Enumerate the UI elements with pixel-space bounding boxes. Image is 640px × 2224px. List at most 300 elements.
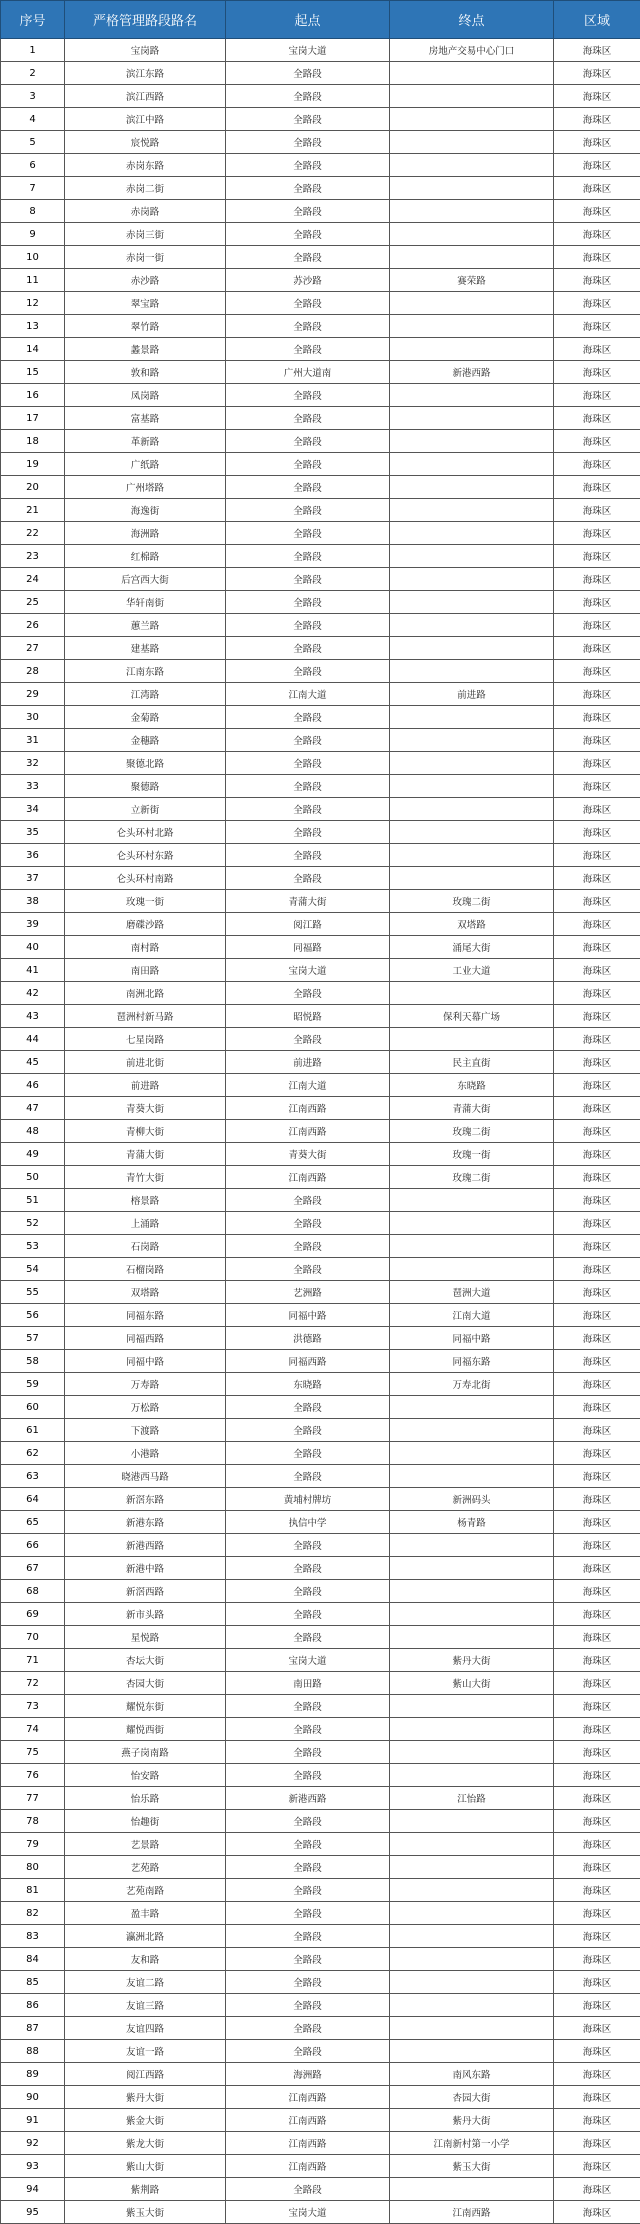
cell-start-point: 全路段 [226, 246, 390, 269]
cell-end-point: 赛荣路 [390, 269, 554, 292]
cell-start-point: 全路段 [226, 798, 390, 821]
cell-road-name: 新市头路 [65, 1603, 226, 1626]
cell-start-point: 艺洲路 [226, 1281, 390, 1304]
cell-road-name: 南村路 [65, 936, 226, 959]
cell-district: 海珠区 [554, 844, 640, 867]
cell-district: 海珠区 [554, 1097, 640, 1120]
cell-start-point: 全路段 [226, 1764, 390, 1787]
cell-index: 31 [1, 729, 65, 752]
cell-index: 3 [1, 85, 65, 108]
table-row [1, 1373, 640, 1396]
cell-district: 海珠区 [554, 775, 640, 798]
cell-end-point [390, 2017, 554, 2040]
cell-start-point: 全路段 [226, 1718, 390, 1741]
table-row [1, 637, 640, 660]
cell-end-point [390, 1764, 554, 1787]
cell-district: 海珠区 [554, 1810, 640, 1833]
cell-district: 海珠区 [554, 1948, 640, 1971]
cell-end-point [390, 752, 554, 775]
cell-road-name: 同福中路 [65, 1350, 226, 1373]
cell-end-point [390, 982, 554, 1005]
cell-road-name: 青蒲大街 [65, 1143, 226, 1166]
cell-index: 75 [1, 1741, 65, 1764]
cell-index: 91 [1, 2109, 65, 2132]
cell-end-point [390, 1626, 554, 1649]
header-district: 区域 [554, 1, 640, 39]
cell-district: 海珠区 [554, 1074, 640, 1097]
cell-end-point [390, 637, 554, 660]
cell-start-point: 全路段 [226, 1258, 390, 1281]
cell-index: 9 [1, 223, 65, 246]
cell-district: 海珠区 [554, 1028, 640, 1051]
cell-start-point: 江南大道 [226, 683, 390, 706]
cell-start-point: 全路段 [226, 85, 390, 108]
cell-end-point: 前进路 [390, 683, 554, 706]
cell-start-point: 全路段 [226, 706, 390, 729]
cell-end-point [390, 844, 554, 867]
cell-index: 73 [1, 1695, 65, 1718]
cell-district: 海珠区 [554, 453, 640, 476]
table-row [1, 407, 640, 430]
cell-start-point: 全路段 [226, 476, 390, 499]
cell-end-point [390, 384, 554, 407]
cell-end-point [390, 660, 554, 683]
cell-end-point [390, 1258, 554, 1281]
cell-road-name: 磨碟沙路 [65, 913, 226, 936]
cell-index: 55 [1, 1281, 65, 1304]
cell-end-point [390, 1557, 554, 1580]
cell-district: 海珠区 [554, 1350, 640, 1373]
cell-index: 84 [1, 1948, 65, 1971]
cell-end-point [390, 706, 554, 729]
cell-index: 41 [1, 959, 65, 982]
cell-index: 80 [1, 1856, 65, 1879]
cell-road-name: 新滘东路 [65, 1488, 226, 1511]
header-end-point: 终点 [390, 1, 554, 39]
cell-start-point: 同福西路 [226, 1350, 390, 1373]
table-row [1, 660, 640, 683]
table-row [1, 2086, 640, 2109]
cell-road-name: 革新路 [65, 430, 226, 453]
cell-start-point: 全路段 [226, 867, 390, 890]
cell-start-point: 全路段 [226, 1442, 390, 1465]
cell-start-point: 全路段 [226, 1833, 390, 1856]
table-row [1, 1028, 640, 1051]
cell-road-name: 耀悦西街 [65, 1718, 226, 1741]
cell-road-name: 青柳大街 [65, 1120, 226, 1143]
cell-start-point: 全路段 [226, 568, 390, 591]
cell-end-point: 琶洲大道 [390, 1281, 554, 1304]
cell-district: 海珠区 [554, 1051, 640, 1074]
cell-index: 46 [1, 1074, 65, 1097]
cell-road-name: 紫金大街 [65, 2109, 226, 2132]
cell-end-point [390, 1879, 554, 1902]
cell-district: 海珠区 [554, 683, 640, 706]
cell-index: 70 [1, 1626, 65, 1649]
table-row [1, 844, 640, 867]
cell-start-point: 全路段 [226, 315, 390, 338]
cell-district: 海珠区 [554, 2178, 640, 2201]
table-row [1, 1051, 640, 1074]
cell-district: 海珠区 [554, 292, 640, 315]
cell-district: 海珠区 [554, 1442, 640, 1465]
cell-index: 27 [1, 637, 65, 660]
table-row [1, 936, 640, 959]
table-row [1, 1120, 640, 1143]
table-body [1, 39, 640, 2224]
cell-start-point: 全路段 [226, 1902, 390, 1925]
cell-district: 海珠区 [554, 1718, 640, 1741]
cell-index: 13 [1, 315, 65, 338]
cell-index: 86 [1, 1994, 65, 2017]
table-row [1, 1672, 640, 1695]
table-row [1, 1350, 640, 1373]
table-row [1, 1258, 640, 1281]
table-row [1, 1097, 640, 1120]
cell-district: 海珠区 [554, 2132, 640, 2155]
cell-start-point: 江南西路 [226, 1120, 390, 1143]
cell-end-point [390, 1235, 554, 1258]
cell-index: 56 [1, 1304, 65, 1327]
table-row [1, 2063, 640, 2086]
cell-start-point: 全路段 [226, 1695, 390, 1718]
cell-index: 2 [1, 62, 65, 85]
cell-road-name: 同福东路 [65, 1304, 226, 1327]
cell-index: 87 [1, 2017, 65, 2040]
cell-district: 海珠区 [554, 1879, 640, 1902]
cell-start-point: 黄埔村牌坊 [226, 1488, 390, 1511]
table-row [1, 1971, 640, 1994]
cell-start-point: 东晓路 [226, 1373, 390, 1396]
cell-index: 10 [1, 246, 65, 269]
cell-district: 海珠区 [554, 798, 640, 821]
cell-district: 海珠区 [554, 430, 640, 453]
cell-road-name: 赤岗路 [65, 200, 226, 223]
cell-end-point [390, 338, 554, 361]
cell-road-name: 紫丹大街 [65, 2086, 226, 2109]
cell-road-name: 仑头环村北路 [65, 821, 226, 844]
cell-end-point: 房地产交易中心门口 [390, 39, 554, 62]
table-row [1, 1649, 640, 1672]
table-row [1, 982, 640, 1005]
cell-road-name: 琶洲村新马路 [65, 1005, 226, 1028]
cell-start-point: 全路段 [226, 1856, 390, 1879]
table-row [1, 1166, 640, 1189]
cell-index: 8 [1, 200, 65, 223]
table-row [1, 752, 640, 775]
cell-index: 42 [1, 982, 65, 1005]
cell-road-name: 友谊三路 [65, 1994, 226, 2017]
cell-index: 1 [1, 39, 65, 62]
cell-road-name: 盈丰路 [65, 1902, 226, 1925]
cell-end-point: 万寿北街 [390, 1373, 554, 1396]
cell-start-point: 全路段 [226, 223, 390, 246]
cell-start-point: 全路段 [226, 522, 390, 545]
cell-road-name: 燕子岗南路 [65, 1741, 226, 1764]
cell-index: 62 [1, 1442, 65, 1465]
table-row [1, 522, 640, 545]
cell-district: 海珠区 [554, 108, 640, 131]
cell-end-point: 东晓路 [390, 1074, 554, 1097]
cell-end-point [390, 1442, 554, 1465]
cell-end-point [390, 1741, 554, 1764]
table-row [1, 1488, 640, 1511]
cell-road-name: 滨江东路 [65, 62, 226, 85]
cell-start-point: 全路段 [226, 1626, 390, 1649]
cell-road-name: 耀悦东街 [65, 1695, 226, 1718]
cell-start-point: 全路段 [226, 292, 390, 315]
cell-start-point: 全路段 [226, 430, 390, 453]
cell-road-name: 同福西路 [65, 1327, 226, 1350]
cell-road-name: 友谊一路 [65, 2040, 226, 2063]
cell-index: 43 [1, 1005, 65, 1028]
cell-district: 海珠区 [554, 315, 640, 338]
cell-start-point: 全路段 [226, 1235, 390, 1258]
cell-start-point: 全路段 [226, 154, 390, 177]
table-row [1, 292, 640, 315]
cell-end-point: 杏园大街 [390, 2086, 554, 2109]
cell-road-name: 蠡景路 [65, 338, 226, 361]
cell-district: 海珠区 [554, 1511, 640, 1534]
cell-index: 79 [1, 1833, 65, 1856]
cell-index: 5 [1, 131, 65, 154]
cell-end-point: 青蒲大街 [390, 1097, 554, 1120]
cell-index: 89 [1, 2063, 65, 2086]
table-row [1, 1396, 640, 1419]
cell-end-point [390, 1971, 554, 1994]
cell-start-point: 同福中路 [226, 1304, 390, 1327]
cell-end-point: 杨青路 [390, 1511, 554, 1534]
cell-start-point: 全路段 [226, 1396, 390, 1419]
cell-road-name: 友谊二路 [65, 1971, 226, 1994]
cell-end-point: 江南新村第一小学 [390, 2132, 554, 2155]
cell-end-point: 保利天幕广场 [390, 1005, 554, 1028]
cell-road-name: 海洲路 [65, 522, 226, 545]
cell-road-name: 紫荆路 [65, 2178, 226, 2201]
cell-district: 海珠区 [554, 1327, 640, 1350]
cell-district: 海珠区 [554, 1557, 640, 1580]
cell-end-point [390, 2178, 554, 2201]
table-row [1, 1304, 640, 1327]
cell-district: 海珠区 [554, 867, 640, 890]
cell-district: 海珠区 [554, 1235, 640, 1258]
cell-start-point: 全路段 [226, 2040, 390, 2063]
table-row [1, 683, 640, 706]
cell-district: 海珠区 [554, 1787, 640, 1810]
cell-district: 海珠区 [554, 913, 640, 936]
cell-district: 海珠区 [554, 1764, 640, 1787]
cell-district: 海珠区 [554, 269, 640, 292]
cell-end-point [390, 1028, 554, 1051]
table-row [1, 85, 640, 108]
cell-district: 海珠区 [554, 1902, 640, 1925]
cell-end-point: 江怡路 [390, 1787, 554, 1810]
cell-start-point: 宝岗大道 [226, 959, 390, 982]
cell-district: 海珠区 [554, 614, 640, 637]
cell-end-point [390, 476, 554, 499]
cell-index: 48 [1, 1120, 65, 1143]
cell-district: 海珠区 [554, 1396, 640, 1419]
cell-index: 29 [1, 683, 65, 706]
cell-end-point [390, 1718, 554, 1741]
cell-district: 海珠区 [554, 1166, 640, 1189]
cell-index: 26 [1, 614, 65, 637]
cell-start-point: 全路段 [226, 1465, 390, 1488]
cell-index: 23 [1, 545, 65, 568]
cell-district: 海珠区 [554, 2063, 640, 2086]
cell-end-point: 双塔路 [390, 913, 554, 936]
cell-start-point: 同福路 [226, 936, 390, 959]
cell-index: 85 [1, 1971, 65, 1994]
cell-district: 海珠区 [554, 1971, 640, 1994]
cell-road-name: 凤岗路 [65, 384, 226, 407]
cell-start-point: 全路段 [226, 177, 390, 200]
cell-district: 海珠区 [554, 177, 640, 200]
cell-road-name: 小港路 [65, 1442, 226, 1465]
cell-end-point: 新港西路 [390, 361, 554, 384]
cell-index: 93 [1, 2155, 65, 2178]
cell-index: 74 [1, 1718, 65, 1741]
cell-road-name: 广州塔路 [65, 476, 226, 499]
cell-road-name: 赤岗二街 [65, 177, 226, 200]
cell-road-name: 南田路 [65, 959, 226, 982]
table-header-row [1, 1, 640, 39]
cell-end-point [390, 1465, 554, 1488]
cell-start-point: 全路段 [226, 1603, 390, 1626]
cell-district: 海珠区 [554, 1419, 640, 1442]
cell-district: 海珠区 [554, 1258, 640, 1281]
cell-end-point [390, 62, 554, 85]
cell-end-point [390, 1396, 554, 1419]
cell-district: 海珠区 [554, 154, 640, 177]
cell-index: 4 [1, 108, 65, 131]
cell-start-point: 全路段 [226, 1948, 390, 1971]
cell-district: 海珠区 [554, 1695, 640, 1718]
cell-road-name: 双塔路 [65, 1281, 226, 1304]
table-row [1, 798, 640, 821]
cell-end-point: 紫山大街 [390, 1672, 554, 1695]
table-row [1, 1442, 640, 1465]
cell-index: 22 [1, 522, 65, 545]
cell-district: 海珠区 [554, 1373, 640, 1396]
cell-end-point [390, 407, 554, 430]
cell-start-point: 全路段 [226, 545, 390, 568]
header-road-name: 严格管理路段路名 [65, 1, 226, 39]
cell-road-name: 立新街 [65, 798, 226, 821]
cell-start-point: 江南西路 [226, 2132, 390, 2155]
cell-start-point: 全路段 [226, 1994, 390, 2017]
table-row [1, 200, 640, 223]
cell-end-point [390, 246, 554, 269]
table-row [1, 890, 640, 913]
cell-start-point: 全路段 [226, 752, 390, 775]
cell-index: 37 [1, 867, 65, 890]
cell-end-point [390, 729, 554, 752]
cell-road-name: 宝岗路 [65, 39, 226, 62]
cell-end-point [390, 1902, 554, 1925]
cell-end-point [390, 200, 554, 223]
cell-index: 33 [1, 775, 65, 798]
cell-index: 11 [1, 269, 65, 292]
cell-district: 海珠区 [554, 890, 640, 913]
cell-index: 34 [1, 798, 65, 821]
cell-end-point [390, 108, 554, 131]
cell-road-name: 紫玉大街 [65, 2201, 226, 2224]
cell-end-point: 新洲码头 [390, 1488, 554, 1511]
cell-index: 39 [1, 913, 65, 936]
cell-district: 海珠区 [554, 568, 640, 591]
cell-road-name: 艺苑路 [65, 1856, 226, 1879]
cell-start-point: 全路段 [226, 1580, 390, 1603]
cell-index: 63 [1, 1465, 65, 1488]
header-start-point: 起点 [226, 1, 390, 39]
cell-start-point: 全路段 [226, 1810, 390, 1833]
cell-end-point: 江南西路 [390, 2201, 554, 2224]
cell-index: 30 [1, 706, 65, 729]
cell-index: 19 [1, 453, 65, 476]
cell-district: 海珠区 [554, 660, 640, 683]
table-row [1, 1856, 640, 1879]
cell-end-point [390, 1994, 554, 2017]
cell-start-point: 宝岗大道 [226, 2201, 390, 2224]
cell-road-name: 青葵大街 [65, 1097, 226, 1120]
cell-road-name: 江湾路 [65, 683, 226, 706]
table-row [1, 1005, 640, 1028]
cell-index: 83 [1, 1925, 65, 1948]
cell-start-point: 全路段 [226, 844, 390, 867]
cell-end-point [390, 1925, 554, 1948]
table-row [1, 2109, 640, 2132]
cell-road-name: 金穗路 [65, 729, 226, 752]
cell-end-point [390, 775, 554, 798]
cell-index: 21 [1, 499, 65, 522]
cell-district: 海珠区 [554, 1189, 640, 1212]
table-row [1, 706, 640, 729]
cell-start-point: 海洲路 [226, 2063, 390, 2086]
cell-end-point [390, 1580, 554, 1603]
cell-index: 76 [1, 1764, 65, 1787]
cell-index: 72 [1, 1672, 65, 1695]
cell-end-point: 工业大道 [390, 959, 554, 982]
cell-road-name: 后宫西大街 [65, 568, 226, 591]
cell-end-point: 同福中路 [390, 1327, 554, 1350]
table-row [1, 867, 640, 890]
table-row [1, 1327, 640, 1350]
cell-district: 海珠区 [554, 338, 640, 361]
cell-end-point [390, 1534, 554, 1557]
cell-road-name: 万寿路 [65, 1373, 226, 1396]
cell-index: 40 [1, 936, 65, 959]
cell-road-name: 友谊四路 [65, 2017, 226, 2040]
table-row [1, 591, 640, 614]
cell-end-point [390, 2040, 554, 2063]
cell-start-point: 执信中学 [226, 1511, 390, 1534]
cell-end-point [390, 154, 554, 177]
cell-road-name: 万松路 [65, 1396, 226, 1419]
cell-end-point: 玫瑰二街 [390, 890, 554, 913]
cell-district: 海珠区 [554, 1994, 640, 2017]
cell-index: 61 [1, 1419, 65, 1442]
cell-start-point: 新港西路 [226, 1787, 390, 1810]
cell-start-point: 全路段 [226, 1925, 390, 1948]
cell-end-point [390, 1948, 554, 1971]
cell-district: 海珠区 [554, 706, 640, 729]
cell-road-name: 赤岗三街 [65, 223, 226, 246]
table-row [1, 453, 640, 476]
table-row [1, 1534, 640, 1557]
cell-end-point [390, 85, 554, 108]
cell-end-point [390, 821, 554, 844]
